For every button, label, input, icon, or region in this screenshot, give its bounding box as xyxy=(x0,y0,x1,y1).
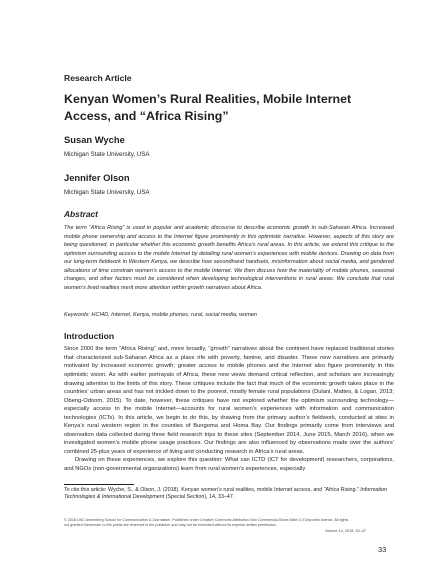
body-paragraph: Since 2000 the term “Africa Rising” and, more broadly, “growth” narratives about the continent have replaced traditional stories that characterized sub-Saharan Africa as a place rife with poverty, famine, and disaster. These new narratives are primarily motivated by increased economic growth; greater access to mobile phones and the Internet also figure prominently in this optimistic vision. As with earlier portrayals of Africa, these new views demand critical reflection, and scholars are increasingly drawing attention to the limits of this story. These critiques include the fact that much of the economic growth takes place in the countries’ urban areas and has not trickled down to the poorest, mostly female rural populations (Dulani, Mattes, & Logan, 2013; Obeng-Odoom, 2015). To date, however, these critiques have not explored whether the optimism surrounding technology—especially access to the mobile Internet—accounts for rural women’s experiences with information and communication technologies (ICTs). In this article, we begin to do this, by drawing from the primary author’s fieldwork, conducted at sites in Kenya’s rural western region in the counties of Bungoma and Homa Bay. Our findings primarily come from interviews and observation data collected during three field research trips to these sites (September 2014, June 2015, March 2016), when we investigated women’s mobile phone usage practices. Our findings are also influenced by observations made over the authors’ combined 25-plus years of experience of living and conducting research in Africa’s rural areas. xyxy=(64,346,394,455)
author-name: Jennifer Olson xyxy=(64,172,130,183)
article-main xyxy=(64,73,394,474)
abstract-heading: Abstract xyxy=(64,209,98,219)
section-heading-introduction: Introduction xyxy=(64,331,115,342)
author-name: Susan Wyche xyxy=(64,134,125,145)
citation-text-start: To cite this article: Wyche, S., & Olson, J. (2018). Kenyan women’s rural realities, mobile Internet access, and “Africa Rising.” xyxy=(64,487,361,493)
citation-text-end: (Special Section), 14, 33–47. xyxy=(164,494,235,501)
abstract-text: The term “Africa Rising” is used in popular and academic discourse to describe economic growth in sub-Saharan Africa. Increased mobile phone ownership and access to the Internet figure prominently in this optimistic narrative. However, aspects of this story are being questioned, in particular whether this economic growth benefits Africa’s rural areas. In this article, we extend this critique to the optimism surrounding access to the mobile Internet by detailing rural women’s experiences with mobile devices. Drawing on data from our long-term fieldwork in Western Kenya, we describe how secondhand handsets, misinformation about social media, and gendered allocations of time constrain women’s access to the mobile Internet. We then discuss how the materiality of mobile phones, seasonal changes, and other factors must be considered when developing technological interventions in rural areas. We conclude that rural women’s lived realities merit more attention within growth narratives about Africa. xyxy=(64,225,394,291)
keywords: Keywords: HCI4D, Internet, Kenya, mobile phones, rural, social media, women xyxy=(64,312,257,319)
author-affiliation: Michigan State University, USA xyxy=(64,189,150,196)
footnote-divider xyxy=(64,484,134,485)
citation-journal-name: Information Technologies & International Development xyxy=(64,487,387,501)
volume-info: Volume 14, 2018, 33–47 xyxy=(324,529,366,533)
article-title: Kenyan Women’s Rural Realities, Mobile Internet Access, and “Africa Rising” xyxy=(64,92,352,123)
introduction-body xyxy=(64,345,394,473)
license-notice: © 2018 USC Annenberg School for Communication & Journalism. Published under Creative Commons Attribution-Non Commercial-Share Alike 3.0 Unported license. All rights not granted thereunder to the public are reserved to the publisher and may not be exercised without its express written permission. xyxy=(64,518,349,528)
author-affiliation: Michigan State University, USA xyxy=(64,151,150,158)
body-paragraph: Drawing on these experiences, we explore this question: What can ICTD (ICT for development) researchers, corporations, and NGOs (non-governmental organizations) learn from rural women’s experiences, especially xyxy=(64,457,394,473)
page-number: 33 xyxy=(378,545,387,554)
citation-footnote xyxy=(64,487,394,502)
article-type-label: Research Article xyxy=(64,73,132,83)
